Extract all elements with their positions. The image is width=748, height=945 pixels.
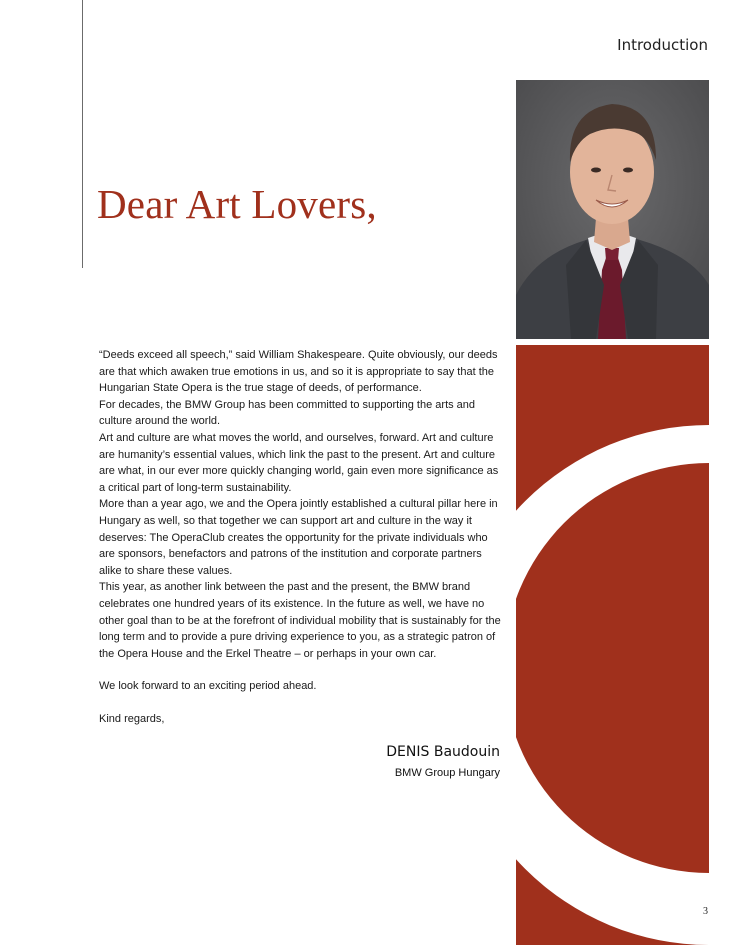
paragraph: More than a year ago, we and the Opera jointly established a cultural pillar here in Hungary as well, so that together we can support art and culture in the way it deserves: The OperaClub creates the opportunity for the private individuals who are sponsors, benefactors and patrons of the institution and corporate partners alike to share these values. bbox=[99, 498, 498, 577]
salutation: Kind regards, bbox=[99, 712, 165, 725]
signature-organization: BMW Group Hungary bbox=[394, 767, 500, 779]
closing-line: We look forward to an exciting period ahead. bbox=[99, 680, 317, 693]
page-headline: Dear Art Lovers, bbox=[97, 181, 377, 227]
signature-name: DENIS Baudouin bbox=[386, 744, 500, 760]
vertical-rule bbox=[82, 0, 83, 268]
paragraph: This year, as another link between the past and the present, the BMW brand celebrates one hundred years of its existence. In the future as well, we have no other goal than to be at the forefront of individual mobility that is sustainably for the long term and to provide a pure driving experience to you, as a strategic patron of the Opera House and the Erkel Theatre – or perhaps in your own car. bbox=[99, 581, 501, 660]
paragraph: “Deeds exceed all speech,” said William Shakespeare. Quite obviously, our deeds are that which awaken true emotions in us, and so it is appropriate to say that the Hungarian State Opera is the true stage of deeds, of performance. bbox=[99, 349, 498, 395]
page-number: 3 bbox=[703, 906, 708, 917]
section-title: Introduction bbox=[617, 36, 708, 54]
decorative-red-panel bbox=[516, 345, 709, 945]
letter-body bbox=[99, 347, 504, 727]
portrait-photo bbox=[516, 80, 709, 339]
paragraph: For decades, the BMW Group has been committed to supporting the arts and culture around the world. bbox=[99, 398, 476, 428]
paragraph: Art and culture are what moves the world, and ourselves, forward. Art and culture are humanity’s essential values, which link the past to the present. Art and culture are what, in our ever more quickly changing world, gain even more significance as a critical part of long-term sustainability. bbox=[99, 431, 499, 494]
